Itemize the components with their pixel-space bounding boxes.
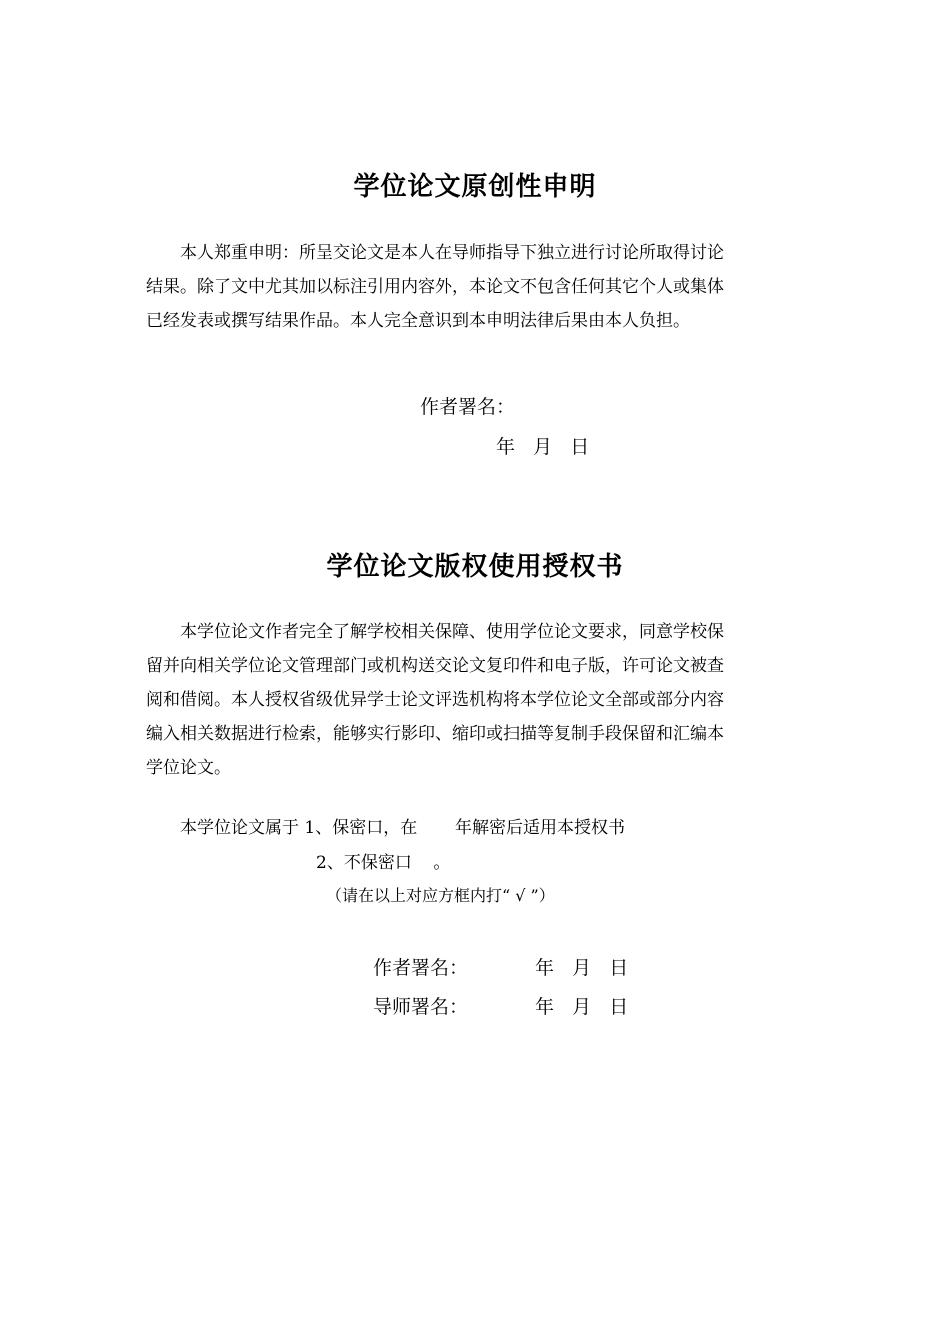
declaration-date-label: 年 月 日	[496, 436, 590, 458]
authorization-line-2: 留并向相关学位论文管理部门或机构送交论文复印件和电子版，许可论文被查	[146, 656, 724, 676]
declaration-title: 学位论文原创性申明	[353, 172, 597, 202]
declaration-line-3: 已经发表或撰写结果作品。本人完全意识到本申明法律后果由本人负担。	[146, 311, 690, 331]
declaration-line-2: 结果。除了文中尤其加以标注引用内容外，本论文不包含任何其它个人或集体	[146, 277, 724, 297]
authorization-line-5: 学位论文。	[146, 758, 231, 778]
confidentiality-option-2: 2、不保密口 。	[316, 853, 451, 873]
declaration-author-signature-label: 作者署名：	[420, 396, 516, 418]
authorization-line-4: 编入相关数据进行检索，能够实行影印、缩印或扫描等复制手段保留和汇编本	[146, 724, 724, 744]
authorization-line-3: 阅和借阅。本人授权省级优异学士论文评选机构将本学位论文全部或部分内容	[146, 690, 724, 710]
advisor-date-label: 年 月 日	[535, 996, 629, 1018]
declaration-paragraph	[146, 236, 806, 338]
authorization-title: 学位论文版权使用授权书	[326, 552, 624, 582]
advisor-signature-label: 导师署名：	[373, 996, 469, 1018]
authorization-author-date-label: 年 月 日	[535, 957, 629, 979]
confidentiality-option-1: 本学位论文属于 1、保密口，在 年解密后适用本授权书	[180, 818, 626, 838]
authorization-author-signature-label: 作者署名：	[373, 957, 469, 979]
authorization-line-1: 本学位论文作者完全了解学校相关保障、使用学位论文要求，同意学校保	[180, 622, 724, 642]
declaration-line-1: 本人郑重申明：所呈交论文是本人在导师指导下独立进行讨论所取得讨论	[180, 243, 724, 263]
checkbox-instruction: （请在以上对应方框内打“ √ ”）	[326, 886, 555, 905]
authorization-paragraph	[146, 615, 806, 785]
